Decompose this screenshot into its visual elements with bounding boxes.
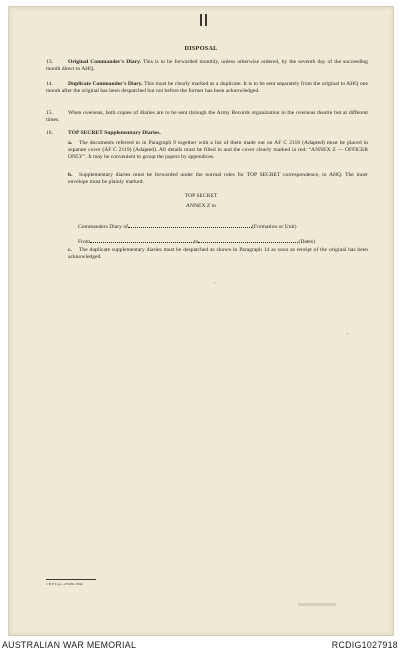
footer-rule: [46, 579, 96, 580]
diary-suffix: (Formation or Unit): [252, 224, 297, 230]
paragraph-number: 13.: [46, 59, 53, 65]
subparagraph-label: a.: [68, 140, 73, 146]
dates-form-line: [78, 237, 315, 245]
archive-caption-right: RCDIG1027918: [331, 640, 398, 650]
paragraph-heading: TOP SECRET Supplementary Diaries.: [68, 130, 161, 136]
ink-mark: ′: [347, 333, 349, 339]
subparagraph-b: [68, 172, 368, 186]
document-page: [8, 6, 394, 636]
paragraph-text: This is to be forwarded monthly, unless otherwise ordered, by the seventh day of the succeeding month direct to AHQ.: [46, 59, 368, 72]
to-fill-dots: [198, 237, 298, 243]
subparagraph-text: The duplicate supplementary diaries must be despatched as shown in Paragraph 14 as soon as receipt of the original has been acknowledged.: [68, 247, 368, 260]
from-fill-dots: [90, 237, 194, 243]
ink-mark: ′: [214, 282, 216, 288]
diary-fill-dots: [128, 222, 252, 228]
subparagraph-label: b.: [68, 172, 73, 178]
paragraph-number: 16.: [46, 130, 53, 136]
paragraph-16: [46, 130, 368, 137]
paragraph-number: 15.: [46, 110, 53, 116]
paragraph-text: This must be clearly marked as a duplicate. It is to be sent separately from the original to AHQ one month after the original has been despatched but not before the former has been acknowledged.: [46, 81, 368, 94]
paragraph-15: [46, 110, 368, 124]
paragraph-number: 14.: [46, 81, 53, 87]
paragraph-text: When overseas, both copies of diaries are to be sent through the Army Records organization in the overseas theatre but at different times.: [46, 110, 368, 123]
archive-caption-left: AUSTRALIAN WAR MEMORIAL: [2, 640, 137, 650]
subparagraph-text: Supplementary diaries must be forwarded under the normal rules for TOP SECRET correspondence, to AHQ. The inner envelope must be plainly marked:: [68, 172, 368, 185]
paragraph-14: [46, 81, 368, 95]
diary-label: Commanders Diary of: [78, 224, 129, 230]
annex-line: ANNEX Z to: [185, 203, 217, 209]
document-title: DISPOSAL: [184, 45, 218, 52]
dates-suffix: (Dates): [298, 239, 315, 245]
diary-form-line: [78, 222, 296, 230]
faded-stamp: [298, 603, 336, 606]
to-label: to: [194, 239, 199, 245]
subparagraph-text: The documents referred to in Paragraph 9 together with a list of them made out on AF C 2118 (Adapted) must be placed in separate cover (AF C 2119) (Adapted). All details must be filled in and the cover clearly marked in red: “ANNEX Z — OFFICER ONLY”. It may be convenient to group the papers by appendices.: [68, 140, 368, 160]
punch-mark-right: [205, 14, 207, 26]
punch-mark-left: [200, 14, 202, 26]
from-label: From: [78, 239, 91, 245]
paragraph-heading: Original Commander's Diary.: [68, 59, 141, 65]
paragraph-heading: Duplicate Commander's Diary.: [68, 81, 143, 87]
subparagraph-label: c.: [68, 247, 72, 253]
paragraph-13: [46, 59, 368, 73]
subparagraph-c: [68, 247, 368, 261]
subparagraph-a: [68, 140, 368, 161]
print-code: 1 B P Cop—274/65–50m: [46, 582, 83, 586]
top-secret-line: TOP SECRET: [184, 193, 218, 199]
